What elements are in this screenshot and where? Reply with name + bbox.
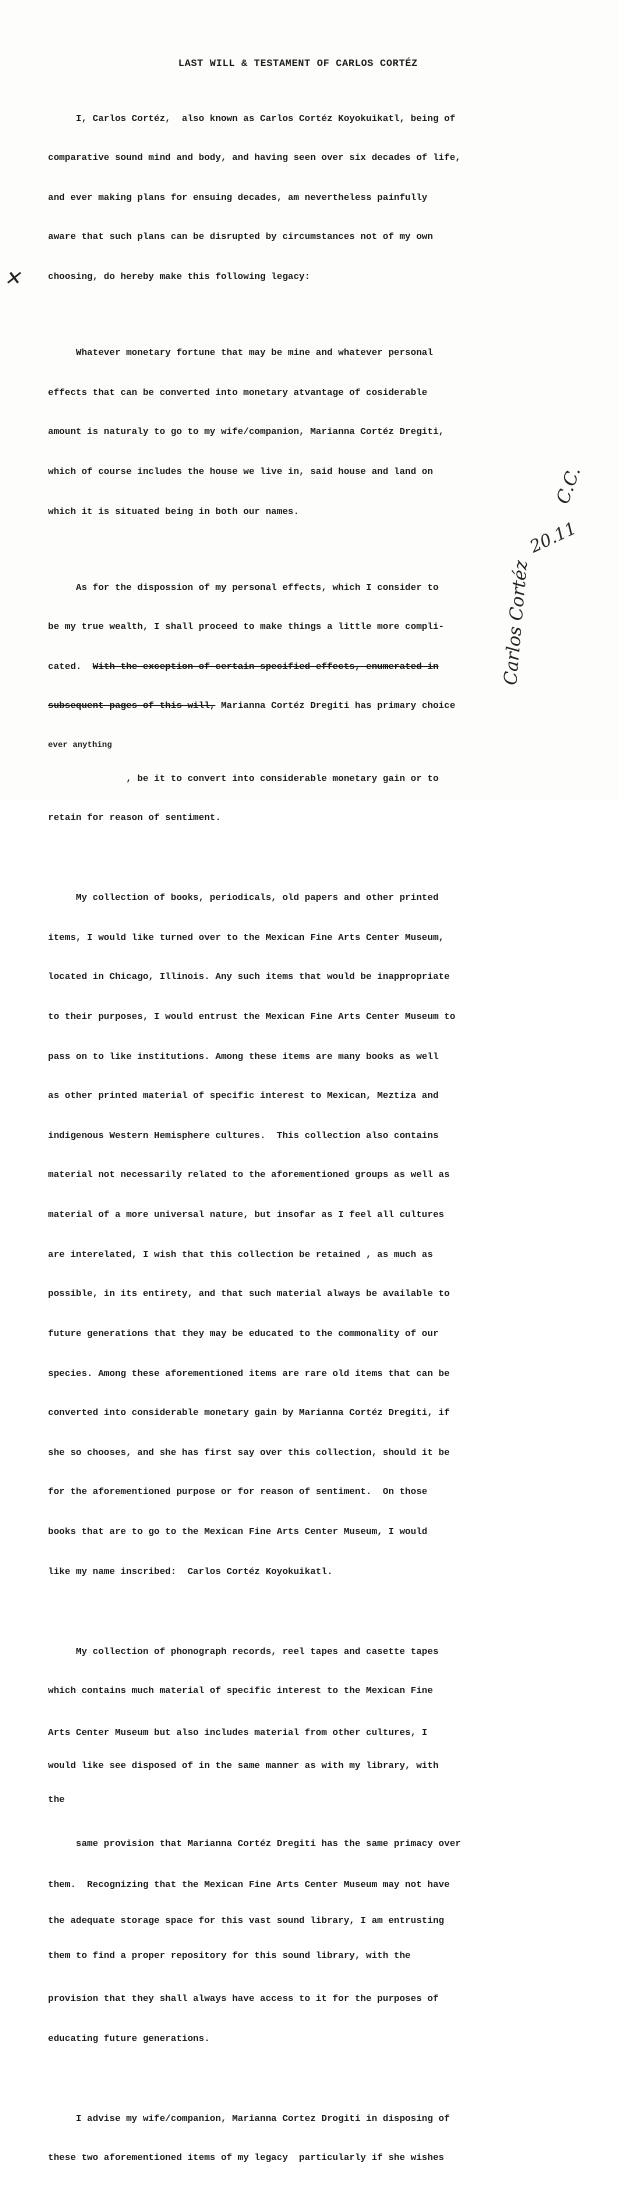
text-line: be my true wealth, I shall proceed to make things a little more compli- (48, 621, 445, 633)
margin-signature: Carlos Cortéz (500, 559, 533, 687)
margin-cross-mark: ✕ (4, 266, 21, 290)
paragraph-advice (48, 2085, 548, 2191)
struck-text: subsequent pages of this will, (48, 700, 216, 712)
text-line: them. Recognizing that the Mexican Fine Arts Center Museum may not have (48, 1879, 450, 1891)
text-line: the (48, 1794, 65, 1805)
text-line: As for the dispossion of my personal effects, which I consider to (48, 581, 439, 593)
text-line: books that are to go to the Mexican Fine Arts Center Museum, I would (48, 1525, 428, 1537)
text-line: material not necessarily related to the aforementioned groups as well as (48, 1169, 450, 1181)
text-line: she so chooses, and she has first say over this collection, should it be (48, 1446, 450, 1458)
text-line: My collection of phonograph records, reel tapes and casette tapes (48, 1645, 439, 1657)
document-title: LAST WILL & TESTAMENT OF CARLOS CORTÉZ (178, 59, 418, 70)
text-line: possible, in its entirety, and that such material always be available to (48, 1288, 450, 1300)
text-line: pass on to like institutions. Among these items are many books as well (48, 1050, 439, 1062)
paragraph-monetary (48, 320, 548, 544)
text-line: which it is situated being in both our names. (48, 505, 300, 517)
text-line (48, 699, 548, 712)
text-line: same provision that Marianna Cortéz Dregiti has the same primacy over (48, 1837, 461, 1849)
will-document (48, 58, 548, 2201)
text-line: converted into considerable monetary gain by Marianna Cortéz Dregiti, if (48, 1407, 450, 1419)
margin-initials: C.C. (552, 464, 586, 507)
text-line (48, 660, 548, 673)
paragraph-intro (48, 85, 548, 309)
text-line: to their purposes, I would entrust the Mexican Fine Arts Center Museum to (48, 1011, 456, 1023)
text-line: items, I would like turned over to the Mexican Fine Arts Center Museum, (48, 931, 445, 943)
text-line: the adequate storage space for this vast sound library, I am entrusting (48, 1914, 445, 1926)
text-line: provision that they shall always have access to it for the purposes of (48, 1993, 439, 2005)
text-line: them to find a proper repository for this sound library, with the (48, 1950, 411, 1962)
text-line: for the aforementioned purpose or for reason of sentiment. On those (48, 1486, 428, 1498)
struck-text: With the exception of certain specified effects, enumerated in (92, 660, 439, 672)
text-line: comparative sound mind and body, and having seen over six decades of life, (48, 152, 461, 164)
text-line: educating future generations. (48, 2032, 210, 2044)
text-line: retain for reason of sentiment. (48, 812, 221, 824)
inserted-text: ever anything (48, 740, 112, 750)
text-fragment: cated. (48, 660, 82, 672)
text-line: are interelated, I wish that this collection be retained , as much as (48, 1248, 433, 1260)
text-line: amount is naturaly to go to my wife/companion, Marianna Cortéz Dregiti, (48, 426, 445, 438)
text-line: Whatever monetary fortune that may be mine and whatever personal (48, 347, 433, 359)
text-line: Arts Center Museum but also includes material from other cultures, I (48, 1726, 428, 1738)
text-line: indigenous Western Hemisphere cultures. This collection also contains (48, 1129, 439, 1141)
text-line: these two aforementioned items of my legacy particularly if she wishes (48, 2152, 445, 2164)
text-fragment: Marianna Cortéz Dregiti has primary choice (220, 700, 456, 712)
text-line: which of course includes the house we live in, said house and land on (48, 465, 433, 477)
paragraph-records (48, 1618, 548, 2071)
text-line: would like see disposed of in the same manner as with my library, with (48, 1760, 439, 1772)
text-line: I, Carlos Cortéz, also known as Carlos Cortéz Koyokuikatl, being of (48, 112, 456, 124)
text-line: future generations that they may be educated to the commonality of our (48, 1327, 439, 1339)
text-line: located in Chicago, Illinois. Any such items that would be inappropriate (48, 971, 450, 983)
text-line: I advise my wife/companion, Marianna Cortez Drogiti in disposing of (48, 2112, 450, 2124)
text-line: species. Among these aforementioned items are rare old items that can be (48, 1367, 450, 1379)
paragraph-personal-effects (48, 554, 548, 851)
text-line: aware that such plans can be disrupted by circumstances not of my own (48, 231, 433, 243)
text-line: My collection of books, periodicals, old papers and other printed (48, 892, 439, 904)
paragraph-books (48, 865, 548, 1604)
text-line: material of a more universal nature, but insofar as I feel all cultures (48, 1209, 445, 1221)
text-line: as other printed material of specific interest to Mexican, Meztiza and (48, 1090, 439, 1102)
text-line: like my name inscribed: Carlos Cortéz Koyokuikatl. (48, 1565, 333, 1577)
text-line: and ever making plans for ensuing decades, am nevertheless painfully (48, 191, 428, 203)
text-line: choosing, do hereby make this following legacy: (48, 271, 311, 283)
text-line: effects that can be converted into monetary atvantage of cosiderable (48, 386, 428, 398)
text-line: , be it to convert into considerable monetary gain or to (48, 772, 439, 784)
text-line: which contains much material of specific interest to the Mexican Fine (48, 1685, 433, 1697)
margin-handwritten-note: 20.11 (527, 518, 580, 558)
